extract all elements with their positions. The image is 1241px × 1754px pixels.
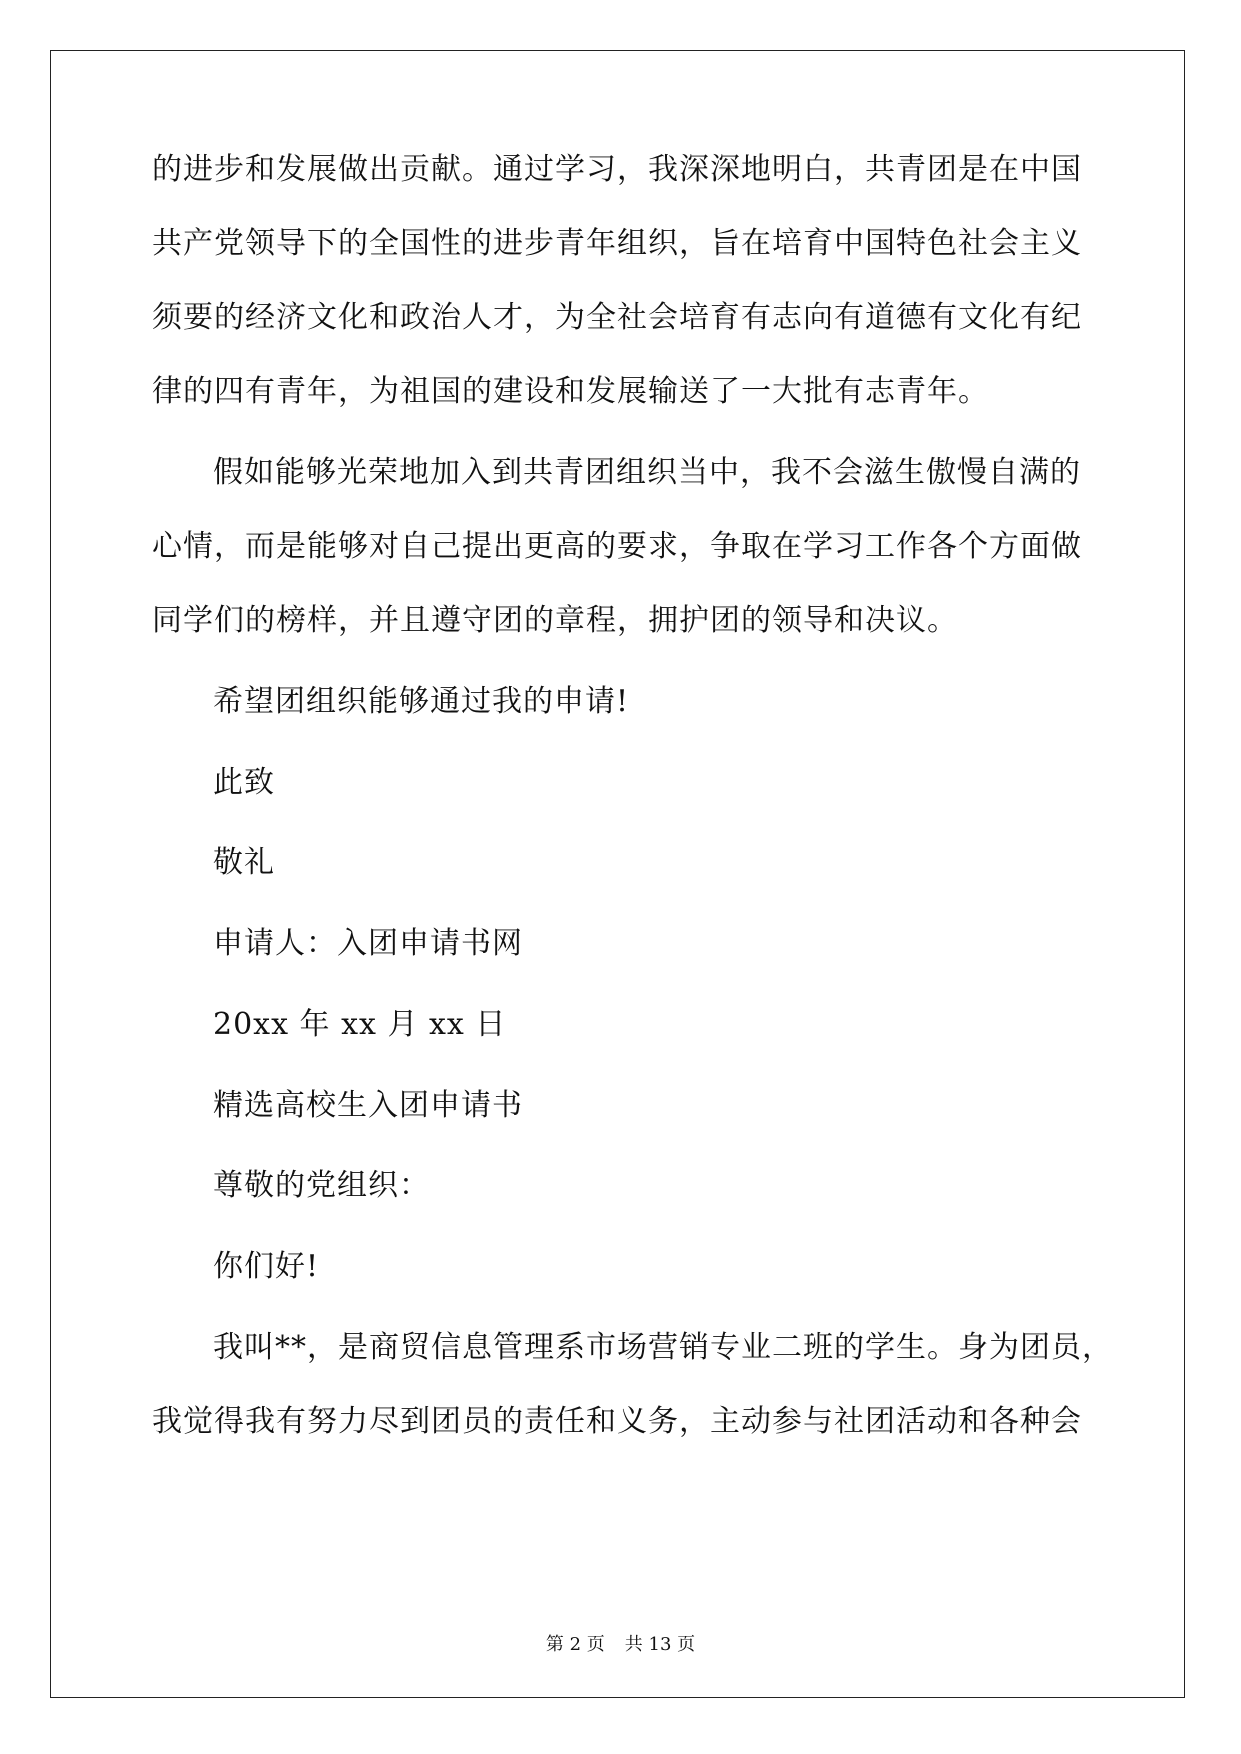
greeting-line: 尊敬的党组织： — [213, 1168, 430, 1203]
date-line: 20xx 年 xx 月 xx 日 — [213, 1007, 507, 1042]
section-title: 精选高校生入团申请书 — [213, 1088, 523, 1123]
page-number: 第 2 页 — [545, 1634, 605, 1655]
paragraph-line: 我觉得我有努力尽到团员的责任和义务，主动参与社团活动和各种会 — [152, 1404, 1082, 1439]
page-total: 共 13 页 — [624, 1634, 696, 1655]
hope-line: 希望团组织能够通过我的申请! — [213, 684, 630, 719]
paragraph-line: 心情，而是能够对自己提出更高的要求，争取在学习工作各个方面做 — [152, 529, 1082, 564]
paragraph-line: 律的四有青年，为祖国的建设和发展输送了一大批有志青年。 — [152, 374, 989, 409]
paragraph-line: 共产党领导下的全国性的进步青年组织，旨在培育中国特色社会主义 — [152, 226, 1082, 261]
paragraph-line: 须要的经济文化和政治人才，为全社会培育有志向有道德有文化有纪 — [152, 300, 1082, 335]
salutation-line: 此致 — [213, 765, 275, 800]
applicant-line: 申请人：入团申请书网 — [213, 926, 523, 961]
hello-line: 你们好! — [213, 1249, 320, 1284]
paragraph-line: 的进步和发展做出贡献。通过学习，我深深地明白，共青团是在中国 — [152, 152, 1082, 187]
paragraph-line: 我叫**，是商贸信息管理系市场营销专业二班的学生。身为团员， — [213, 1330, 1113, 1365]
paragraph-line: 同学们的榜样，并且遵守团的章程，拥护团的领导和决议。 — [152, 603, 958, 638]
page-footer — [0, 1633, 1241, 1657]
paragraph-line: 假如能够光荣地加入到共青团组织当中，我不会滋生傲慢自满的 — [213, 455, 1081, 490]
respect-line: 敬礼 — [213, 845, 275, 880]
